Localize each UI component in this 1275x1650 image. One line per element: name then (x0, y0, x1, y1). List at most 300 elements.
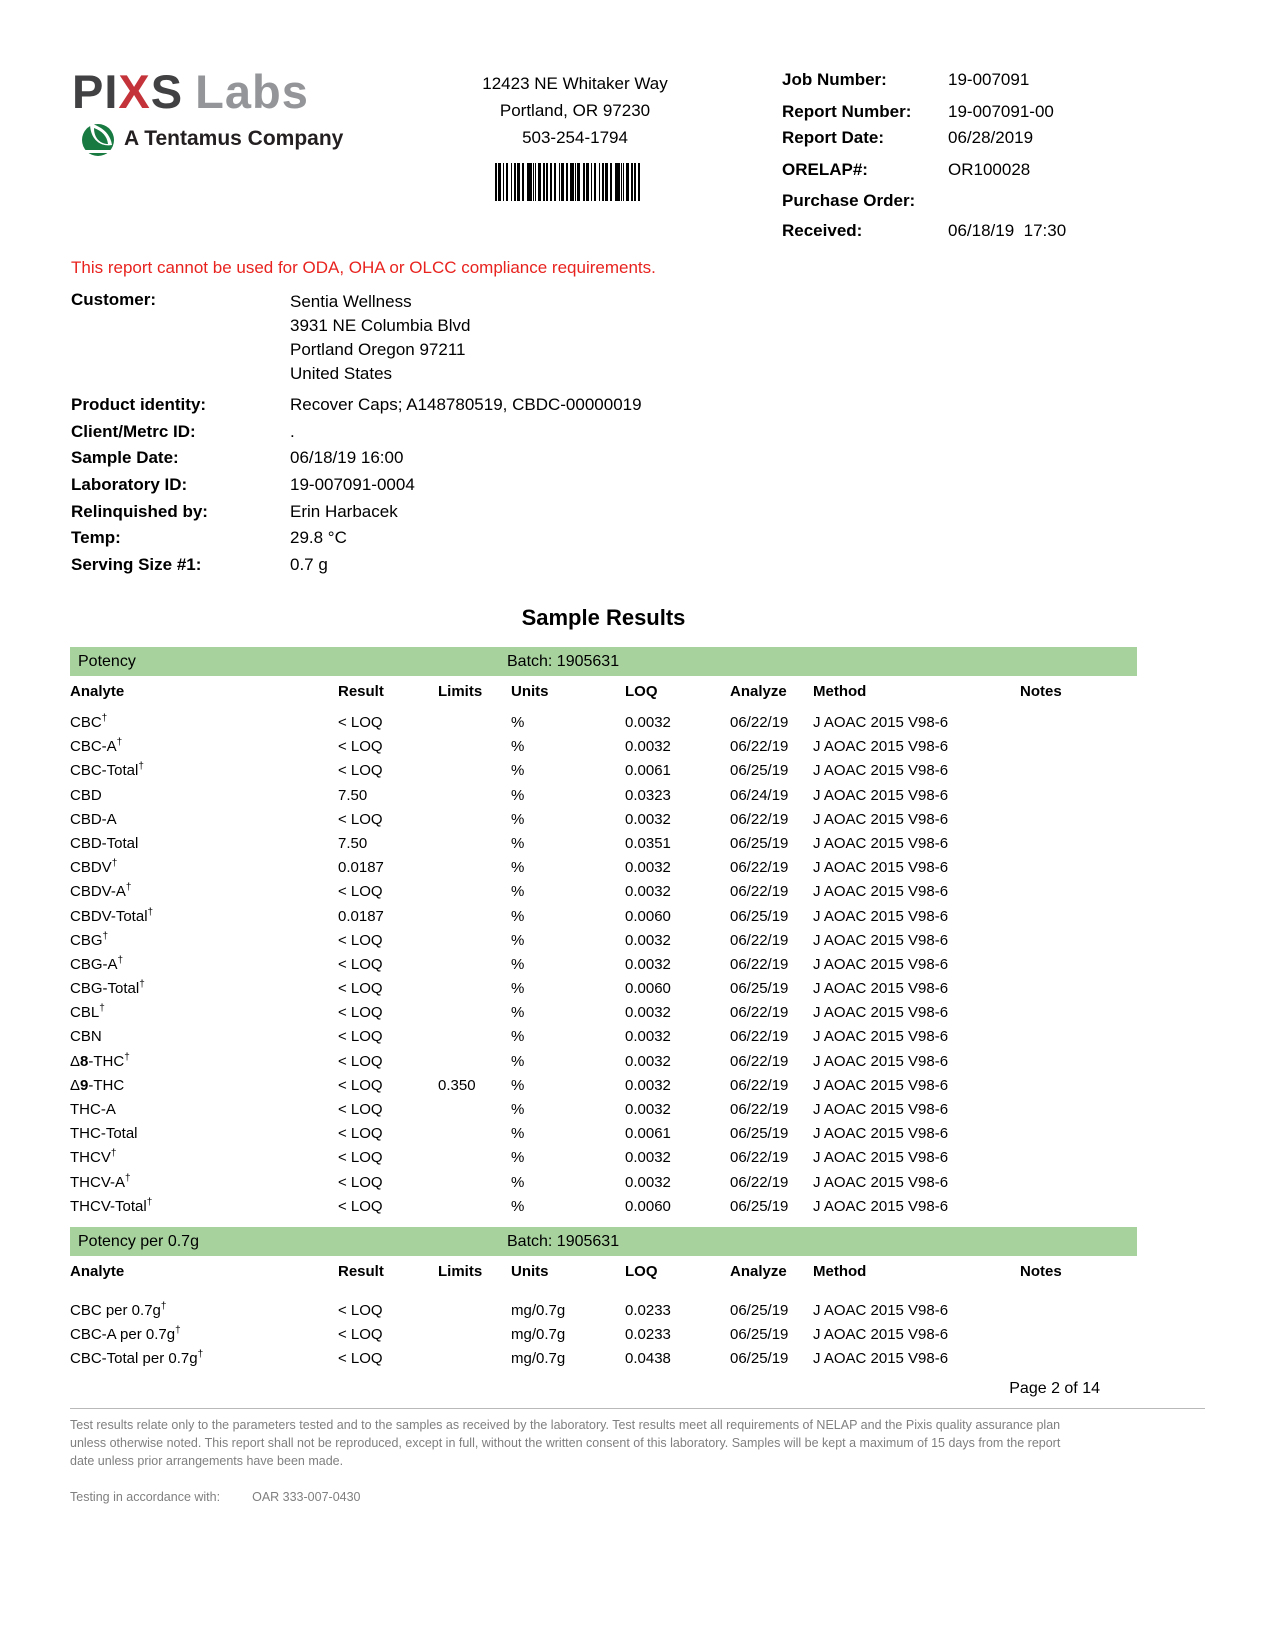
column-header: LOQ (625, 1262, 658, 1280)
page-indicator: Page 2 of 14 (1009, 1380, 1100, 1397)
compliance-notice: This report cannot be used for ODA, OHA or OLCC compliance requirements. (71, 258, 656, 277)
table-cell: J AOAC 2015 V98-6 (813, 1052, 949, 1070)
table-cell: J AOAC 2015 V98-6 (813, 931, 949, 949)
table-cell: THC-Total (70, 1125, 138, 1143)
batch-label: Batch: 1905631 (507, 653, 620, 670)
table-cell: < LOQ (338, 1301, 383, 1319)
table-cell: THCV† (70, 1148, 117, 1167)
laboratory-id-value: 19-007091-0004 (290, 475, 415, 495)
table-cell: % (511, 738, 525, 756)
table-cell: CBC per 0.7g† (70, 1300, 167, 1319)
table-row (70, 1347, 1137, 1371)
logo-text-x: X (118, 65, 151, 118)
table-cell: J AOAC 2015 V98-6 (813, 762, 949, 780)
table-row (70, 1098, 1137, 1122)
table-cell (1020, 1025, 1137, 1049)
table-cell: 0.0032 (625, 1004, 671, 1022)
table-cell: J AOAC 2015 V98-6 (813, 1101, 949, 1118)
address-line: 503-254-1794 (522, 128, 628, 147)
table-cell: % (511, 907, 525, 925)
client-metrc-id-value: . (290, 421, 295, 441)
table-cell: mg/0.7g (511, 1326, 566, 1344)
table-header-row (70, 681, 1137, 703)
table-cell: 0.0187 (338, 859, 384, 877)
table-cell: J AOAC 2015 V98-6 (813, 980, 949, 998)
table-cell: THCV-A† (70, 1172, 131, 1191)
table-cell: < LOQ (338, 1350, 383, 1368)
orelap-value: OR100028 (948, 160, 1031, 179)
table-cell: 0.0061 (625, 762, 671, 780)
testing-accordance-value: OAR 333-007-0430 (252, 1490, 361, 1505)
sample-results (70, 600, 1137, 1372)
column-header: Units (511, 1262, 549, 1280)
sample-info-row (71, 448, 642, 475)
table-cell (438, 1050, 511, 1074)
table-cell: % (511, 931, 525, 949)
report-date-label: Report Date: (782, 128, 885, 147)
table-cell (438, 735, 511, 759)
table-row (70, 1025, 1137, 1049)
table-cell: < LOQ (338, 1076, 383, 1094)
table-cell (438, 1122, 511, 1146)
column-header: Analyze (730, 683, 787, 700)
logo-text-pi: PI (72, 65, 119, 118)
table-cell (438, 1025, 511, 1049)
table-row (70, 784, 1137, 808)
table-cell: 06/24/19 (730, 786, 789, 804)
report-footer (70, 1408, 1205, 1504)
table-cell (438, 1195, 511, 1219)
table-cell: % (511, 883, 525, 901)
orelap-label: ORELAP#: (782, 160, 868, 179)
table-cell: < LOQ (338, 738, 383, 756)
table-cell: % (511, 834, 525, 852)
table-cell: < LOQ (338, 810, 383, 828)
table-cell: % (511, 1052, 525, 1070)
table-cell (438, 784, 511, 808)
testing-accordance-label: Testing in accordance with: (70, 1490, 221, 1505)
info-row (782, 191, 1202, 221)
received-label: Received: (782, 221, 863, 240)
column-header: Result (338, 683, 384, 700)
potency-per-serving-section-header (70, 1227, 1137, 1256)
table-cell: 0.0060 (625, 980, 671, 998)
table-cell: < LOQ (338, 955, 383, 973)
table-cell (438, 880, 511, 904)
table-row (70, 1146, 1137, 1170)
table-cell: Δ9-THC (70, 1076, 125, 1094)
table-cell (1020, 856, 1137, 880)
table-cell (438, 929, 511, 953)
column-header: Analyte (70, 1262, 125, 1280)
table-cell: 06/22/19 (730, 1149, 789, 1167)
table-cell: 0.0351 (625, 834, 671, 852)
table-cell: % (511, 859, 525, 877)
address-line: Portland, OR 97230 (499, 101, 651, 120)
table-cell: J AOAC 2015 V98-6 (813, 955, 949, 973)
table-cell: 06/22/19 (730, 1052, 789, 1070)
table-cell: 0.0323 (625, 786, 671, 804)
table-row (70, 977, 1137, 1001)
table-cell: CBDV-Total† (70, 906, 154, 925)
column-header: LOQ (625, 683, 658, 700)
table-cell: 06/22/19 (730, 714, 789, 731)
table-cell: J AOAC 2015 V98-6 (813, 714, 949, 731)
table-cell: % (511, 1028, 525, 1046)
barcode (495, 163, 642, 201)
table-cell (1020, 1347, 1137, 1371)
info-row (782, 70, 1202, 102)
table-cell (1020, 880, 1137, 904)
table-cell: % (511, 1197, 525, 1215)
table-cell: % (511, 1149, 525, 1167)
table-cell: < LOQ (338, 931, 383, 949)
table-cell: % (511, 980, 525, 998)
lab-address (430, 70, 720, 151)
table-cell: 0.0032 (625, 714, 671, 731)
column-header: Method (813, 683, 867, 700)
column-header: Analyte (70, 683, 125, 700)
table-cell: 7.50 (338, 786, 368, 804)
table-cell: CBC-Total† (70, 761, 144, 780)
report-info (782, 70, 1202, 251)
table-row (70, 832, 1137, 856)
table-cell: J AOAC 2015 V98-6 (813, 1173, 949, 1191)
table-cell (438, 711, 511, 735)
table-cell: CBG-Total† (70, 979, 145, 998)
table-cell: 06/25/19 (730, 1301, 789, 1319)
customer-address (290, 290, 470, 386)
table-row (70, 1122, 1137, 1146)
table-cell (438, 1347, 511, 1371)
info-row (782, 160, 1202, 191)
logo-tagline: A Tentamus Company (124, 127, 344, 150)
column-header: Limits (438, 683, 483, 700)
table-cell: J AOAC 2015 V98-6 (813, 738, 949, 756)
temp-value: 29.8 °C (290, 528, 347, 548)
table-cell (1020, 808, 1137, 832)
table-cell (1020, 953, 1137, 977)
table-row (70, 953, 1137, 977)
table-row (70, 880, 1137, 904)
potency-per-serving-section (70, 1227, 1137, 1372)
table-cell: % (511, 786, 525, 804)
report-number-value: 19-007091-00 (948, 102, 1054, 121)
info-row (782, 221, 1202, 251)
table-cell: 06/25/19 (730, 834, 789, 852)
testing-accordance-row (70, 1490, 1205, 1504)
table-row (70, 905, 1137, 929)
table-cell: CBC-Total per 0.7g† (70, 1349, 204, 1368)
table-cell: < LOQ (338, 1149, 383, 1167)
logo-wordmark (72, 65, 343, 118)
table-row (70, 929, 1137, 953)
table-cell: J AOAC 2015 V98-6 (813, 1350, 949, 1368)
table-cell: 06/25/19 (730, 1326, 789, 1344)
table-cell (438, 1146, 511, 1170)
sample-info-row (71, 422, 642, 449)
table-cell: % (511, 1125, 525, 1143)
table-cell: CBN (70, 1028, 102, 1046)
table-cell (438, 759, 511, 783)
table-cell: CBG† (70, 930, 109, 949)
serving-size-value: 0.7 g (290, 555, 328, 575)
table-cell: % (511, 1004, 525, 1022)
table-cell: 0.0032 (625, 1028, 671, 1046)
logo-tagline-row (80, 121, 343, 157)
table-cell (1020, 711, 1137, 735)
potency-section-header (70, 647, 1137, 676)
batch-label: Batch: 1905631 (507, 1232, 620, 1250)
table-row (70, 1171, 1137, 1195)
table-cell: THC-A (70, 1101, 116, 1118)
table-cell: 0.0032 (625, 1052, 671, 1070)
job-number-value: 19-007091 (948, 70, 1030, 89)
table-cell: 0.0032 (625, 931, 671, 949)
table-cell (438, 1323, 511, 1347)
table-cell: 06/22/19 (730, 738, 789, 756)
table-cell (438, 977, 511, 1001)
column-header: Analyze (730, 1262, 787, 1280)
table-row (70, 1323, 1137, 1347)
table-cell: 06/25/19 (730, 1350, 789, 1368)
table-cell (1020, 832, 1137, 856)
table-cell: 0.0032 (625, 810, 671, 828)
table-cell: 0.0061 (625, 1125, 671, 1143)
table-cell: CBDV† (70, 858, 118, 877)
sample-info-block (71, 395, 642, 582)
table-cell (438, 856, 511, 880)
table-row (70, 1299, 1137, 1323)
table-cell: CBD (70, 786, 102, 804)
table-row (70, 735, 1137, 759)
table-cell (1020, 1122, 1137, 1146)
table-cell: 06/22/19 (730, 931, 789, 949)
table-cell (1020, 735, 1137, 759)
relinquished-by-label: Relinquished by: (71, 501, 208, 521)
table-cell (1020, 1195, 1137, 1219)
section-title: Potency per 0.7g (78, 1232, 199, 1250)
sample-info-row (71, 528, 642, 555)
table-cell: 06/22/19 (730, 883, 789, 901)
table-cell: CBG-A† (70, 954, 124, 973)
table-cell: 0.0233 (625, 1301, 671, 1319)
table-cell: % (511, 1173, 525, 1191)
table-cell: 06/22/19 (730, 1076, 789, 1094)
table-cell: < LOQ (338, 1326, 383, 1344)
column-header: Units (511, 683, 549, 700)
disclaimer-text: Test results relate only to the parameters tested and to the samples as received by the laboratory. Test results meet all requirements of NELAP and the Pixis quality assurance plan unless otherwise noted. This report shall not be reproduced, except in full, without the written consent of this laboratory. Samples will be kept a maximum of 15 days from the report date unless prior arrangements have been made. (70, 1418, 1061, 1469)
table-cell: CBDV-A† (70, 882, 132, 901)
customer-line: Portland Oregon 97211 (290, 340, 466, 359)
table-cell: < LOQ (338, 1125, 383, 1143)
table-cell: 0.0032 (625, 738, 671, 756)
table-cell (1020, 1074, 1137, 1098)
table-cell (1020, 1146, 1137, 1170)
table-cell (1020, 1323, 1137, 1347)
received-value: 06/18/19 17:30 (948, 221, 1067, 240)
table-cell: < LOQ (338, 1028, 383, 1046)
table-cell: J AOAC 2015 V98-6 (813, 1149, 949, 1167)
potency-section (70, 647, 1137, 1219)
serving-size-label: Serving Size #1: (71, 555, 202, 575)
table-cell (438, 953, 511, 977)
laboratory-id-label: Laboratory ID: (71, 475, 188, 495)
sample-date-value: 06/18/19 16:00 (290, 448, 404, 468)
table-body (70, 1299, 1137, 1372)
table-cell: 0.0032 (625, 1173, 671, 1191)
sample-info-row (71, 502, 642, 529)
table-cell: % (511, 714, 525, 731)
table-cell: 0.0060 (625, 1197, 671, 1215)
table-cell: 06/22/19 (730, 810, 789, 828)
table-cell (438, 832, 511, 856)
customer-line: 3931 NE Columbia Blvd (290, 316, 471, 335)
customer-label: Customer: (71, 290, 157, 309)
table-cell: CBD-A (70, 810, 117, 828)
table-row (70, 1195, 1137, 1219)
report-number-label: Report Number: (782, 102, 912, 121)
table-cell: < LOQ (338, 714, 383, 731)
table-row (70, 711, 1137, 735)
table-cell: 06/22/19 (730, 1173, 789, 1191)
table-cell: J AOAC 2015 V98-6 (813, 883, 949, 901)
table-cell: < LOQ (338, 980, 383, 998)
table-cell: 0.0187 (338, 907, 384, 925)
table-cell: 06/22/19 (730, 1028, 789, 1046)
table-cell (438, 808, 511, 832)
table-cell (438, 1171, 511, 1195)
table-cell: CBL† (70, 1003, 105, 1022)
table-cell: 7.50 (338, 834, 368, 852)
table-cell: J AOAC 2015 V98-6 (813, 859, 949, 877)
table-cell: J AOAC 2015 V98-6 (813, 1028, 949, 1046)
table-cell (1020, 977, 1137, 1001)
column-header: Limits (438, 1262, 483, 1280)
table-cell: 0.350 (438, 1076, 476, 1094)
info-row (782, 128, 1202, 160)
table-row (70, 1050, 1137, 1074)
job-number-label: Job Number: (782, 70, 887, 89)
table-cell: < LOQ (338, 1004, 383, 1022)
table-cell: % (511, 810, 525, 828)
table-cell (1020, 905, 1137, 929)
table-cell: J AOAC 2015 V98-6 (813, 1301, 949, 1319)
table-cell: THCV-Total† (70, 1196, 153, 1215)
product-identity-label: Product identity: (71, 395, 207, 414)
table-cell: J AOAC 2015 V98-6 (813, 834, 949, 852)
table-cell: 06/25/19 (730, 1197, 789, 1215)
table-row (70, 1074, 1137, 1098)
column-header: Result (338, 1262, 384, 1280)
table-cell (1020, 929, 1137, 953)
table-cell: J AOAC 2015 V98-6 (813, 1125, 949, 1143)
table-cell: % (511, 1101, 525, 1118)
table-cell: 06/25/19 (730, 907, 789, 925)
table-cell (1020, 759, 1137, 783)
temp-label: Temp: (71, 528, 121, 548)
sample-date-label: Sample Date: (71, 448, 179, 468)
table-cell (1020, 1001, 1137, 1025)
table-cell: CBC† (70, 713, 108, 731)
customer-line: Sentia Wellness (290, 292, 412, 311)
table-cell: Δ8-THC† (70, 1051, 130, 1070)
table-cell: % (511, 1076, 525, 1094)
table-cell: % (511, 762, 525, 780)
table-cell: J AOAC 2015 V98-6 (813, 907, 949, 925)
table-row (70, 759, 1137, 783)
table-cell: mg/0.7g (511, 1301, 566, 1319)
table-cell: J AOAC 2015 V98-6 (813, 1004, 949, 1022)
table-cell: < LOQ (338, 1197, 383, 1215)
table-cell: 0.0060 (625, 907, 671, 925)
table-cell: < LOQ (338, 883, 383, 901)
table-cell (1020, 784, 1137, 808)
table-cell: 06/25/19 (730, 762, 789, 780)
table-row (70, 808, 1137, 832)
report-date-value: 06/28/2019 (948, 128, 1034, 147)
customer-line: United States (290, 364, 393, 383)
purchase-order-label: Purchase Order: (782, 191, 916, 210)
sample-results-title: Sample Results (521, 605, 686, 630)
table-cell: 0.0233 (625, 1326, 671, 1344)
table-cell: CBC-A per 0.7g† (70, 1325, 181, 1344)
table-cell: 06/22/19 (730, 1004, 789, 1022)
client-metrc-id-label: Client/Metrc ID: (71, 421, 196, 441)
table-cell: < LOQ (338, 762, 383, 780)
table-cell: 0.0032 (625, 859, 671, 877)
sample-info-row (71, 555, 642, 582)
table-cell: CBD-Total (70, 834, 139, 852)
sample-info-row (71, 395, 642, 422)
table-cell: 06/22/19 (730, 1101, 789, 1118)
pixis-labs-logo (72, 65, 344, 157)
column-header: Method (813, 1262, 867, 1280)
table-cell (1020, 1098, 1137, 1122)
table-cell: 0.0032 (625, 1101, 671, 1118)
table-cell: < LOQ (338, 1173, 383, 1191)
table-cell (1020, 1299, 1137, 1323)
table-cell: 06/22/19 (730, 955, 789, 973)
table-cell (438, 905, 511, 929)
info-row (782, 102, 1202, 128)
leaf-icon (80, 121, 116, 157)
logo-text-labs: Labs (195, 65, 309, 118)
table-body (70, 711, 1137, 1219)
table-cell: J AOAC 2015 V98-6 (813, 1197, 949, 1215)
address-line: 12423 NE Whitaker Way (482, 74, 668, 93)
table-cell: < LOQ (338, 1052, 383, 1070)
table-cell: 06/25/19 (730, 980, 789, 998)
section-title: Potency (78, 653, 136, 670)
logo-text-s: S (150, 65, 184, 118)
table-cell: 0.0032 (625, 883, 671, 901)
table-cell: 0.0032 (625, 1149, 671, 1167)
table-cell: 06/25/19 (730, 1125, 789, 1143)
table-cell: mg/0.7g (511, 1350, 566, 1368)
table-cell: < LOQ (338, 1101, 383, 1118)
table-cell: 0.0438 (625, 1350, 671, 1368)
table-cell (438, 1001, 511, 1025)
relinquished-by-value: Erin Harbacek (290, 501, 398, 521)
table-cell (1020, 1050, 1137, 1074)
table-cell: J AOAC 2015 V98-6 (813, 1326, 949, 1344)
table-row (70, 856, 1137, 880)
table-cell (438, 1098, 511, 1122)
table-cell: J AOAC 2015 V98-6 (813, 810, 949, 828)
table-row (70, 1001, 1137, 1025)
table-cell: J AOAC 2015 V98-6 (813, 1076, 949, 1094)
